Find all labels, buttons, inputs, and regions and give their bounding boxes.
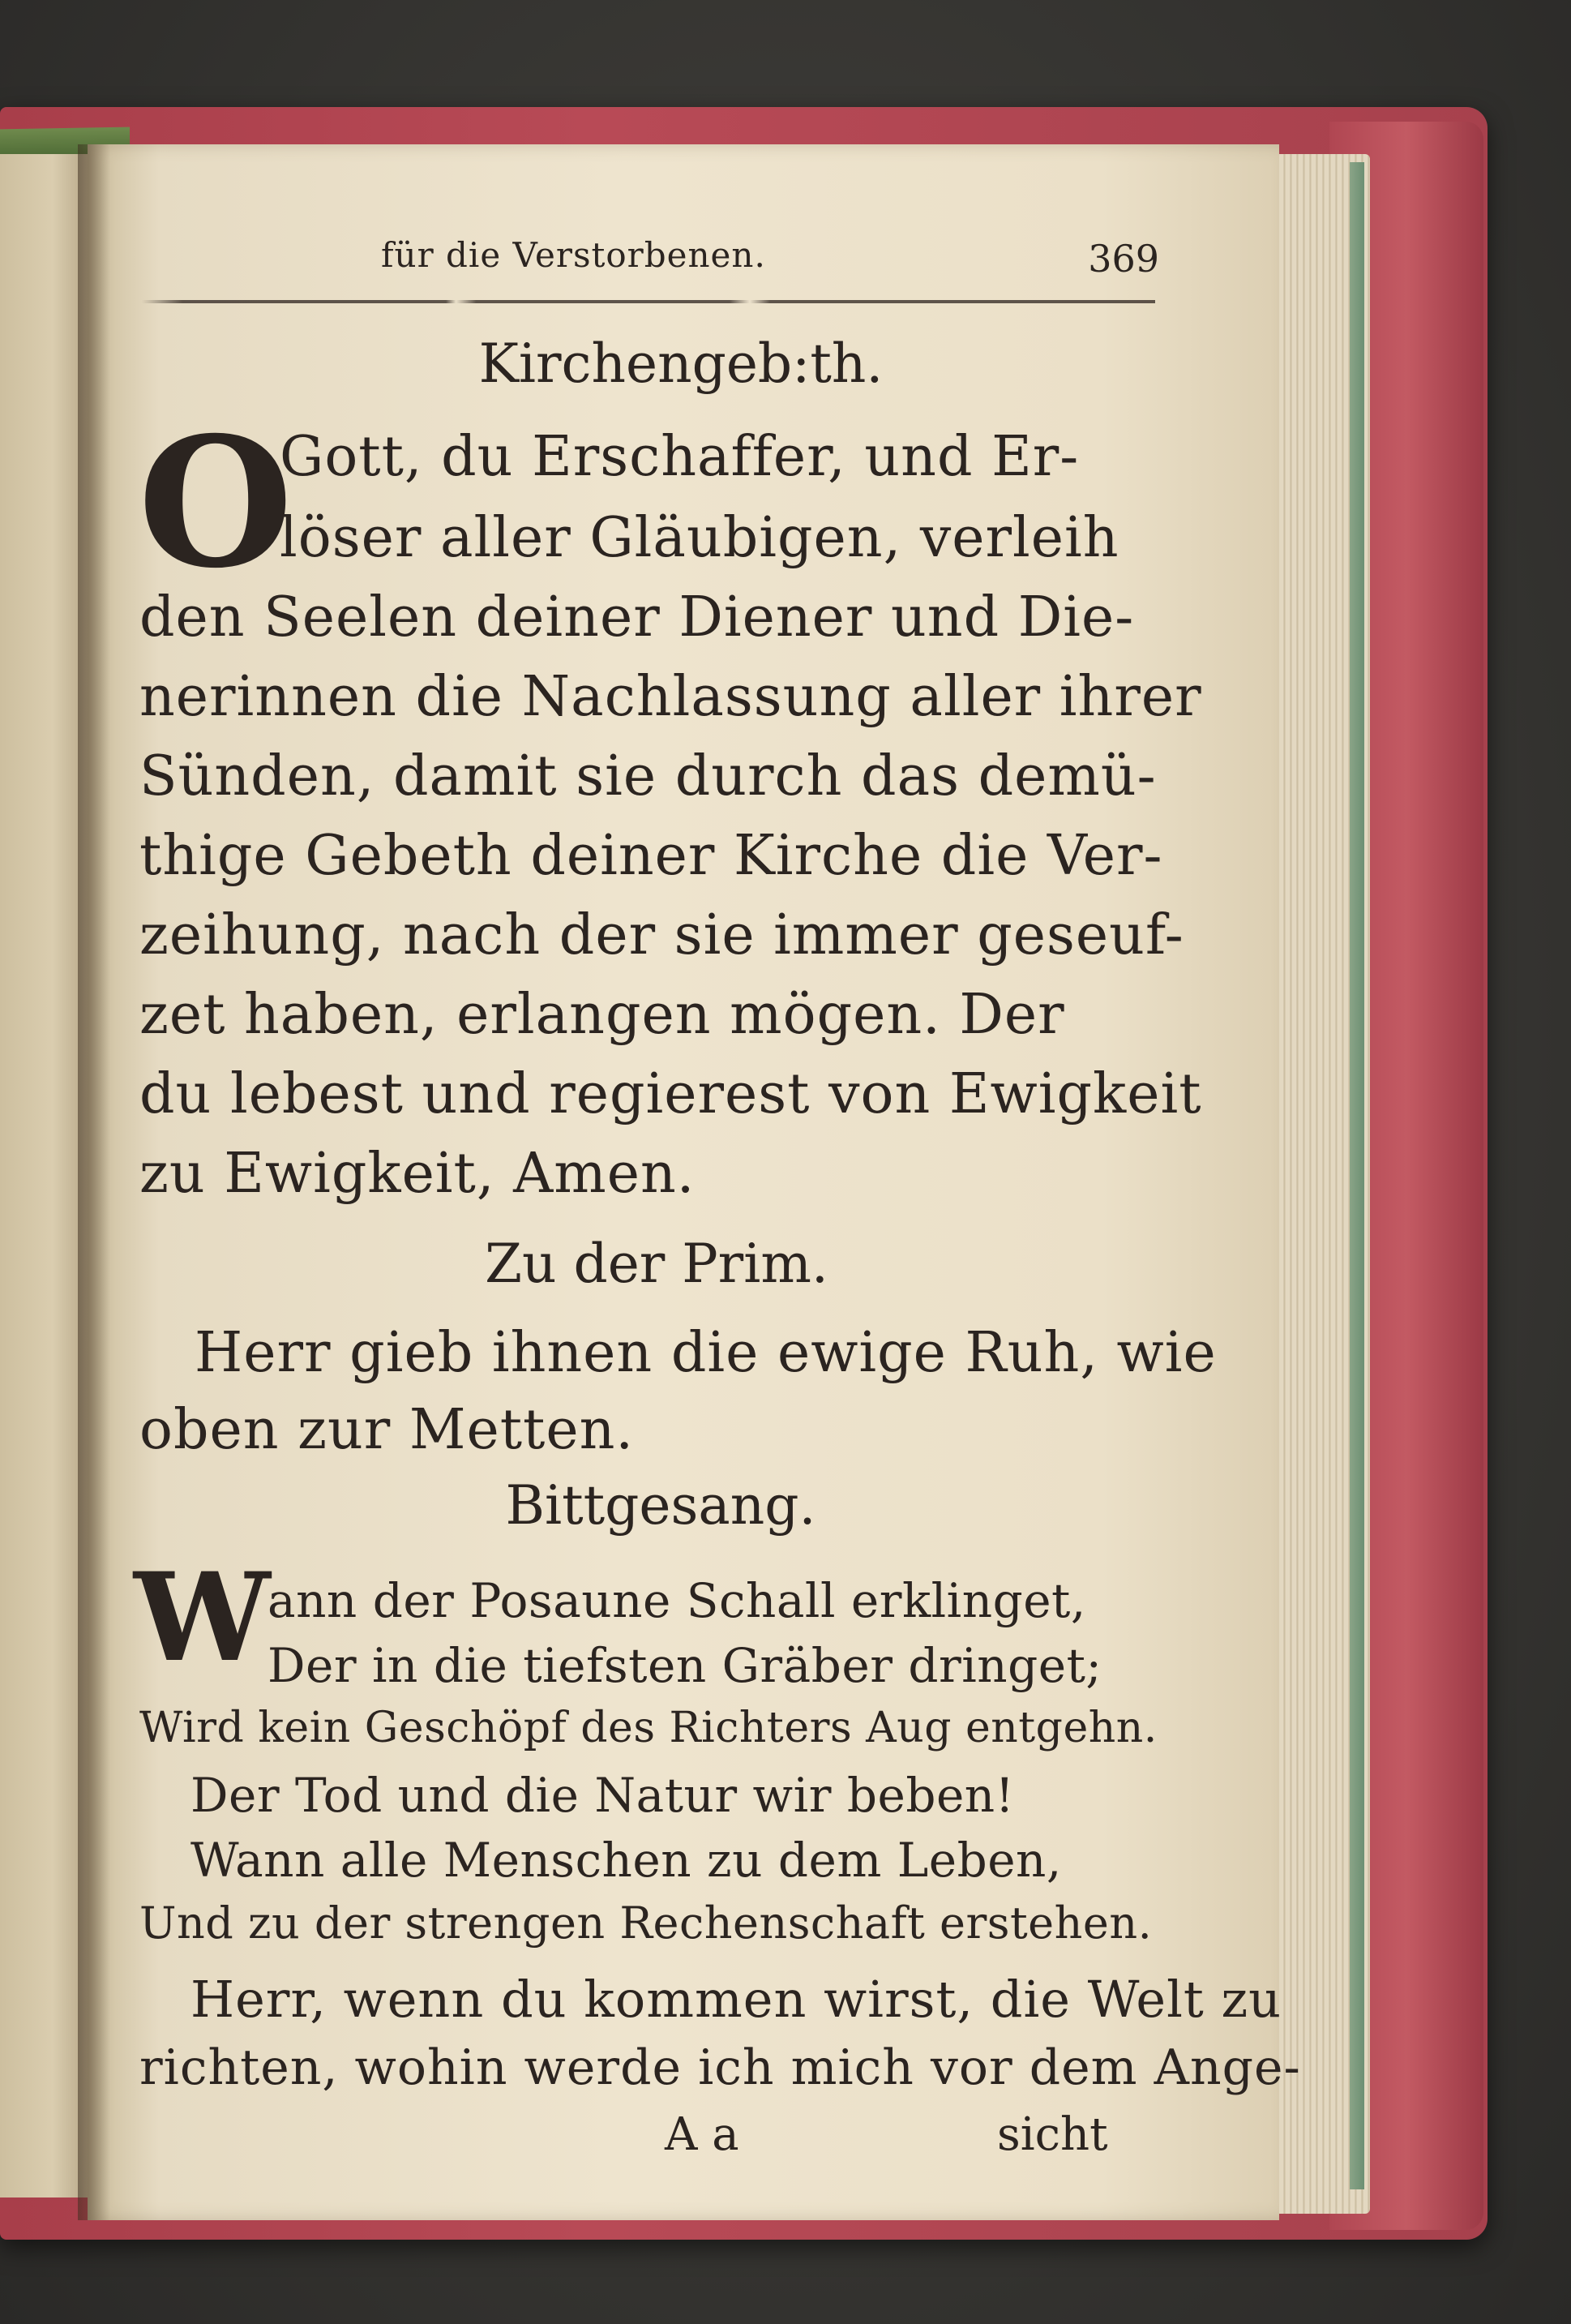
prayer-line: Gott, du Erschaffer, und Er- (280, 425, 1080, 489)
prayer-line: den Seelen deiner Diener und Die- (139, 585, 1135, 650)
facing-page-edge (0, 154, 88, 2198)
page-edge-stain (1350, 162, 1364, 2189)
drop-cap-w: W (134, 1546, 271, 1689)
header-rule (142, 300, 1155, 303)
closing-line: Herr, wenn du kommen wirst, die Welt zu (190, 1970, 1282, 2029)
prayer-line: nerinnen die Nachlassung aller ihrer (139, 665, 1202, 729)
hymn-line: Wird kein Geschöpf des Richters Aug entgehn. (139, 1704, 1158, 1752)
prayer-line: Sünden, damit sie durch das demü- (139, 744, 1157, 808)
prim-line: Herr gieb ihnen die ewige Ruh, wie (195, 1321, 1217, 1385)
section-heading-kirchengebeth: Kirchengeb:th. (478, 332, 884, 395)
running-title: für die Verstorbenen. (381, 235, 766, 275)
page-number: 369 (1088, 237, 1159, 281)
prayer-line: du lebest und regierest von Ewigkeit (139, 1062, 1202, 1126)
hymn-line: Und zu der strengen Rechenschaft erstehen. (139, 1897, 1153, 1949)
hymn-line: Der Tod und die Natur wir beben! (190, 1768, 1015, 1823)
prayer-line: zeihung, nach der sie immer geseuf- (139, 903, 1184, 967)
gutter-shadow (78, 144, 110, 2220)
hymn-line: Der in die tiefsten Gräber dringet; (268, 1638, 1102, 1693)
hymn-line: ann der Posaune Schall erklinget, (268, 1573, 1086, 1628)
running-head (324, 235, 1159, 284)
prayer-line: zet haben, erlangen mögen. Der (139, 983, 1065, 1047)
signature-mark: A a (665, 2108, 739, 2161)
hymn-line: Wann alle Menschen zu dem Leben, (190, 1833, 1062, 1888)
section-heading-bittgesang: Bittgesang. (505, 1474, 816, 1537)
closing-line: richten, wohin werde ich mich vor dem Ange- (139, 2039, 1301, 2096)
catchword: sicht (997, 2108, 1108, 2161)
prim-line: oben zur Metten. (139, 1398, 635, 1462)
prayer-line: löser aller Gläubigen, verleih (280, 506, 1119, 570)
section-heading-prim: Zu der Prim. (485, 1233, 828, 1295)
prayer-line: zu Ewigkeit, Amen. (139, 1142, 696, 1206)
drop-cap-o: O (138, 397, 293, 607)
prayer-line: thige Gebeth deiner Kirche die Ver- (139, 824, 1163, 888)
